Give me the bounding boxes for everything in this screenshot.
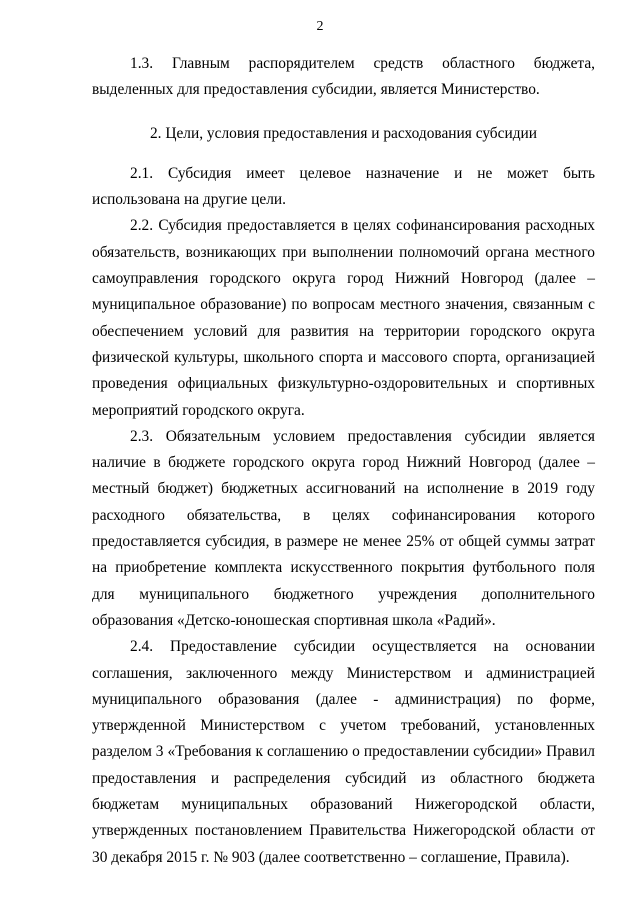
section-heading-2: 2. Цели, условия предоставления и расходования субсидии: [149, 124, 538, 142]
document-body: [92, 51, 595, 871]
paragraph-2-1: 2.1. Субсидия имеет целевое назначение и не может быть использована на другие цели.: [92, 164, 595, 209]
paragraph-2-3: 2.3. Обязательным условием предоставления субсидии является наличие в бюджете городского округа город Нижний Новгород (далее – местный бюджет) бюджетных ассигнований на исполнение в 2019 году расходного обязательства, в целях софинансирования которого предоставляется субсидия, в размере не менее 25% от общей суммы затрат на приобретение комплекта искусственного покрытия футбольного поля для муниципального бюджетного учреждения дополнительного образования «Детско-юношеская спортивная школа «Радий».: [92, 427, 595, 629]
paragraph-2-4: 2.4. Предоставление субсидии осуществляется на основании соглашения, заключенного между Министерством и администрацией муниципального образования (далее - администрация) по форме, утвержденной Министерством с учетом требований, установленных разделом 3 «Требования к соглашению о предоставлении субсидии» Правил предоставления и распределения субсидий из областного бюджета бюджетам муниципальных образований Нижегородской области, утвержденных постановлением Правительства Нижегородской области от 30 декабря 2015 г. № 903 (далее соответственно – соглашение, Правила).: [92, 638, 595, 866]
paragraph-1-3: 1.3. Главным распорядителем средств областного бюджета, выделенных для предоставления субсидии, является Министерство.: [92, 55, 595, 99]
page-number: 2: [316, 19, 324, 34]
paragraph-2-2: 2.2. Субсидия предоставляется в целях софинансирования расходных обязательств, возникающих при выполнении полномочий органа местного самоуправления городского округа город Нижний Новгород (далее – муниципальное образование) по вопросам местного значения, связанным с обеспечением условий для развития на территории городского округа физической культуры, школьного спорта и массового спорта, организацией проведения официальных физкультурно-оздоровительных и спортивных мероприятий городского округа.: [92, 217, 595, 419]
